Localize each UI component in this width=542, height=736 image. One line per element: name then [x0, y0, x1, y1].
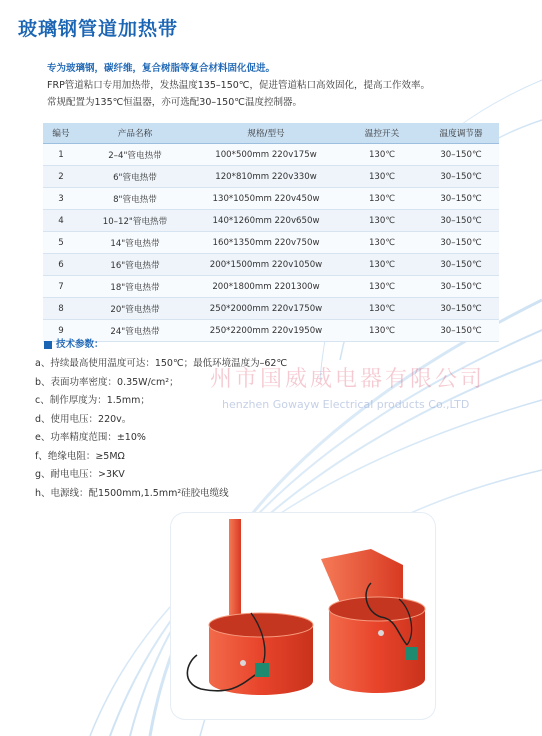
cell-number: 5 [43, 232, 79, 254]
thermostat-right [405, 647, 418, 660]
cell-thermostat: 130℃ [341, 210, 423, 232]
params-list [35, 355, 287, 503]
cell-spec: 250*2200mm 220v1950w [191, 320, 341, 342]
cell-thermostat: 130℃ [341, 320, 423, 342]
cell-regulator: 30–150℃ [423, 276, 499, 298]
cell-product: 24"管电热带 [79, 320, 191, 342]
param-item: e、功率精度范围：±10% [35, 432, 146, 443]
cell-product: 10–12"管电热带 [79, 210, 191, 232]
cell-product: 14"管电热带 [79, 232, 191, 254]
cell-regulator: 30–150℃ [423, 210, 499, 232]
cell-number: 4 [43, 210, 79, 232]
cell-spec: 200*1800mm 2201300w [191, 276, 341, 298]
intro-line-1: 专为玻璃钢，碳纤维，复合树脂等复合材料固化促进。 [47, 63, 276, 74]
cell-product: 16"管电热带 [79, 254, 191, 276]
cell-thermostat: 130℃ [341, 232, 423, 254]
cell-spec: 120*810mm 220v330w [191, 166, 341, 188]
param-item: h、电源线：配1500mm,1.5mm²硅胶电缆线 [35, 487, 229, 499]
cell-product: 6"管电热带 [79, 166, 191, 188]
params-heading-text: 技术参数： [56, 339, 104, 350]
params-heading [44, 336, 104, 350]
watermark-en: henzhen Gowayw Electrical products Co.,LTD [222, 398, 470, 411]
col-header-number: 编号 [43, 123, 79, 144]
cell-product: 18"管电热带 [79, 276, 191, 298]
cell-number: 8 [43, 298, 79, 320]
table-row [43, 232, 499, 254]
intro-text [47, 60, 430, 111]
watermark-cn: 州市国威威电器有限公司 [210, 367, 486, 392]
cell-spec: 140*1260mm 220v650w [191, 210, 341, 232]
cell-number: 3 [43, 188, 79, 210]
cell-regulator: 30–150℃ [423, 188, 499, 210]
cell-spec: 160*1350mm 220v750w [191, 232, 341, 254]
col-header-regulator: 温度调节器 [423, 123, 499, 144]
cell-regulator: 30–150℃ [423, 232, 499, 254]
cell-thermostat: 130℃ [341, 298, 423, 320]
param-item: a、持续最高使用温度可达：150℃；最低环境温度为–62℃ [35, 358, 288, 369]
page-title: 玻璃钢管道加热带 [18, 18, 179, 40]
cell-regulator: 30–150℃ [423, 166, 499, 188]
table-row [43, 166, 499, 188]
cell-thermostat: 130℃ [341, 254, 423, 276]
cell-number: 1 [43, 144, 79, 166]
table-row [43, 254, 499, 276]
product-photo [171, 513, 435, 719]
cell-regulator: 30–150℃ [423, 144, 499, 166]
cell-thermostat: 130℃ [341, 144, 423, 166]
cell-thermostat: 130℃ [341, 166, 423, 188]
thermostat-left [255, 663, 269, 677]
cell-number: 2 [43, 166, 79, 188]
square-bullet-icon [44, 341, 52, 349]
cell-thermostat: 130℃ [341, 276, 423, 298]
heater-band-illustration [171, 513, 435, 719]
cell-regulator: 30–150℃ [423, 298, 499, 320]
table-row [43, 298, 499, 320]
table-row [43, 144, 499, 166]
cell-spec: 100*500mm 220v175w [191, 144, 341, 166]
cell-thermostat: 130℃ [341, 188, 423, 210]
table-header-row [43, 123, 499, 144]
cell-spec: 130*1050mm 220v450w [191, 188, 341, 210]
cell-product: 8"管电热带 [79, 188, 191, 210]
param-item: b、表面功率密度：0.35W/cm²； [35, 376, 179, 388]
col-header-product: 产品名称 [79, 123, 191, 144]
param-item: g、耐电电压：>3KV [35, 469, 125, 480]
param-item: f、绝缘电阻：≥5MΩ [35, 450, 125, 462]
param-item: c、制作厚度为：1.5mm； [35, 395, 150, 406]
intro-line-3: 常规配置为135℃恒温器，亦可选配30–150℃温度控制器。 [47, 97, 302, 108]
cell-spec: 250*2000mm 220v1750w [191, 298, 341, 320]
cell-regulator: 30–150℃ [423, 320, 499, 342]
intro-line-2: FRP管道粘口专用加热带，发热温度135–150℃，促进管道粘口高效固化，提高工作效率。 [47, 80, 430, 91]
col-header-spec: 规格/型号 [191, 123, 341, 144]
table-row [43, 320, 499, 342]
cell-number: 7 [43, 276, 79, 298]
cell-spec: 200*1500mm 220v1050w [191, 254, 341, 276]
table-row [43, 210, 499, 232]
cell-regulator: 30–150℃ [423, 254, 499, 276]
cell-product: 20"管电热带 [79, 298, 191, 320]
table-row [43, 276, 499, 298]
cell-number: 6 [43, 254, 79, 276]
param-item: d、使用电压：220v。 [35, 413, 132, 425]
cell-product: 2–4"管电热带 [79, 144, 191, 166]
col-header-thermostat: 温控开关 [341, 123, 423, 144]
cell-number: 9 [43, 320, 79, 342]
table-row [43, 188, 499, 210]
spec-table [43, 123, 499, 342]
